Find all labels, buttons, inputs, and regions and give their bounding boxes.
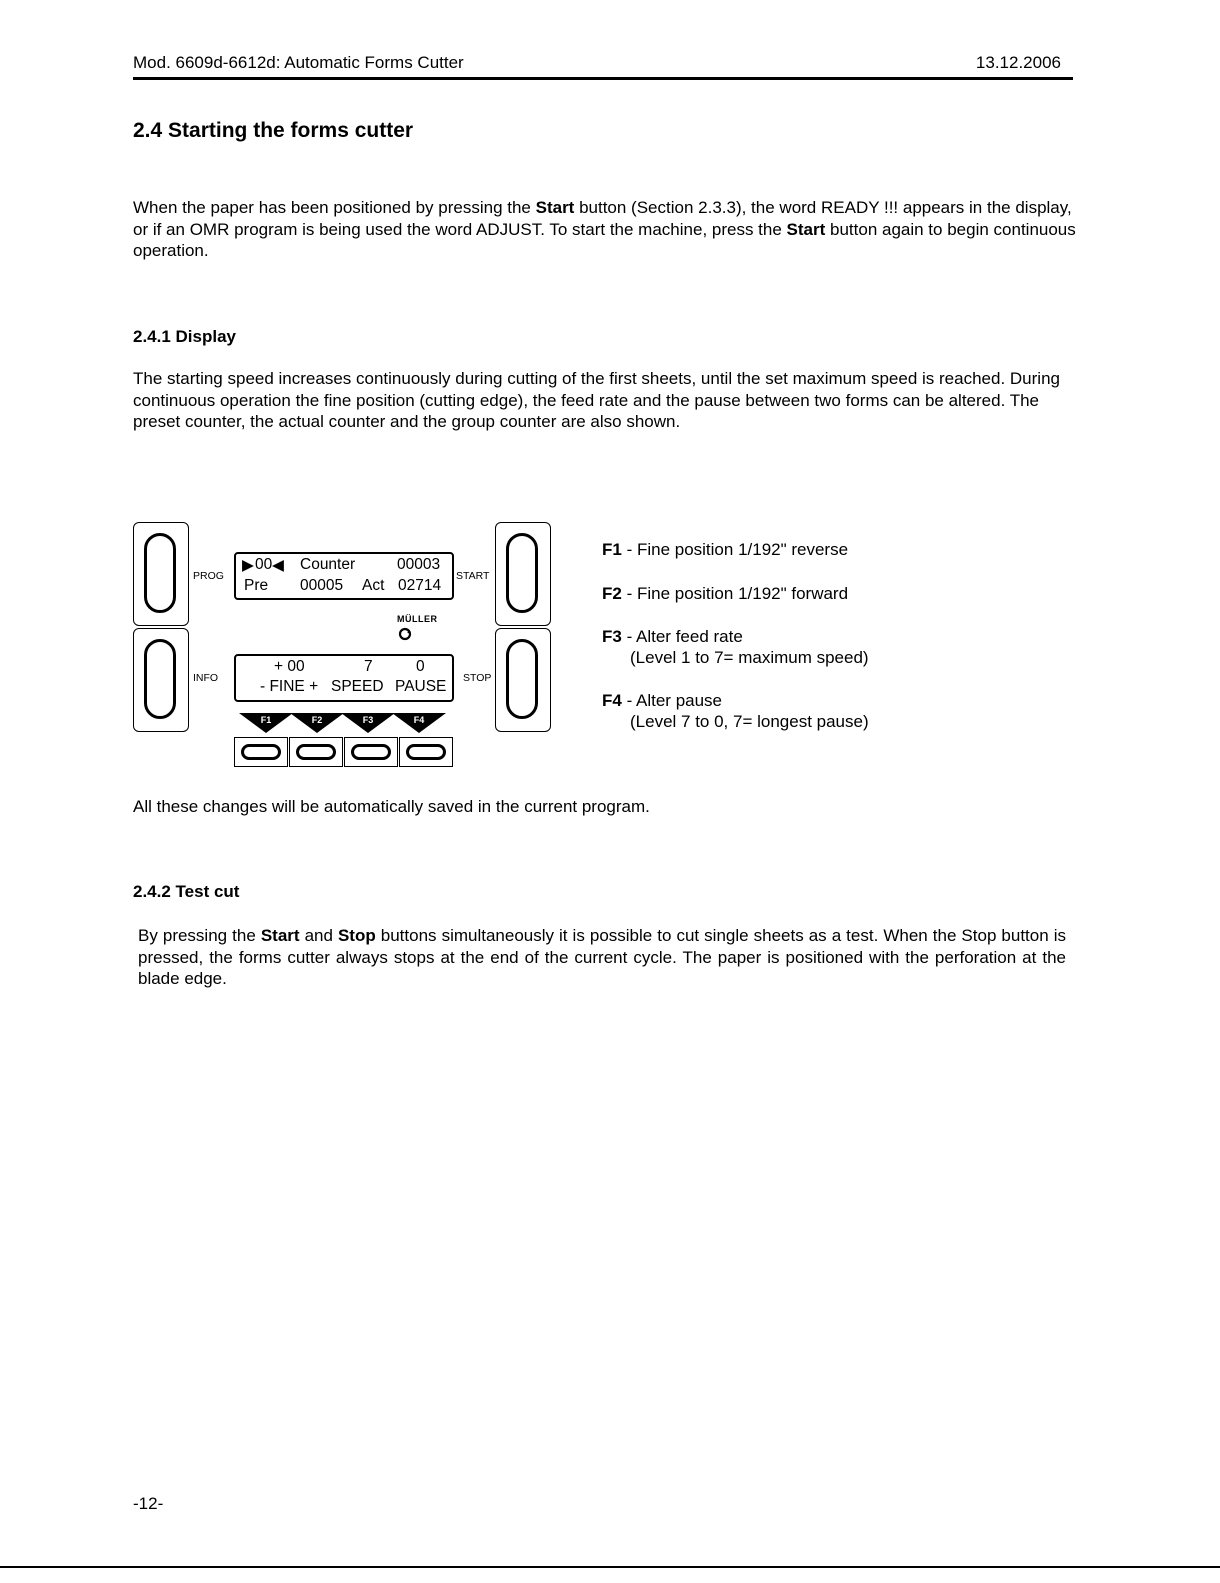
prog-label: PROG — [193, 570, 224, 582]
group-marker-left-icon: ▶ — [242, 557, 254, 574]
f3-button[interactable] — [344, 737, 398, 767]
start-label: START — [456, 570, 490, 582]
fine-label: - FINE + — [260, 678, 319, 695]
control-panel-diagram — [130, 518, 560, 774]
f4-key: F4 — [602, 691, 622, 710]
stop-label: STOP — [463, 672, 492, 684]
intro-start-2: Start — [786, 219, 826, 239]
group-value: 00 — [255, 556, 273, 573]
intro-paragraph — [133, 197, 1078, 262]
brand-logo: MÜLLER — [397, 614, 438, 624]
act-value: 02714 — [398, 577, 442, 594]
f1-button[interactable] — [234, 737, 288, 767]
intro-text-1: When the paper has been positioned by pressing the — [133, 198, 536, 217]
test-text-2: and — [299, 926, 338, 945]
f1-desc: - Fine position 1/192" reverse — [621, 540, 849, 559]
pre-value: 00005 — [300, 577, 344, 594]
intro-text-3: button again to begin continuous operation. — [133, 219, 1076, 260]
pause-label: PAUSE — [395, 678, 447, 695]
test-cut-paragraph — [138, 925, 1066, 990]
speed-label: SPEED — [331, 678, 384, 695]
section-title: 2.4 Starting the forms cutter — [133, 119, 414, 142]
info-label: INFO — [193, 672, 219, 684]
f2-desc: - Fine position 1/192" forward — [621, 584, 849, 603]
f1-description — [602, 539, 848, 560]
test-start: Start — [260, 926, 300, 945]
stop-button[interactable] — [495, 628, 551, 732]
f2-key-label: F2 — [311, 715, 323, 725]
page-header — [133, 53, 1073, 80]
header-date: 13.12.2006 — [975, 53, 1061, 72]
display-paragraph: The starting speed increases continuously during cutting of the first sheets, until the set maximum speed is reached. During continuous operation the fine position (cutting edge), the feed rate and the pause between two forms can be altered. The preset counter, the actual counter and the group counter are also shown. — [133, 369, 1060, 431]
speed-value: 7 — [364, 658, 373, 675]
counter-value: 00003 — [397, 556, 441, 573]
saved-note: All these changes will be automatically saved in the current program. — [133, 797, 650, 816]
f4-key-label: F4 — [413, 715, 425, 725]
pre-label: Pre — [244, 577, 269, 594]
page-number: -12- — [133, 1494, 164, 1513]
group-marker-right-icon: ◀ — [272, 557, 284, 574]
f2-description — [602, 583, 848, 604]
test-text-3: buttons simultaneously it is possible to cut single sheets as a test. When the Stop button is pressed, the forms cutter always stops at the end of the current cycle. The paper is positioned with the perforation at the blade edge. — [138, 926, 1066, 988]
f1-key: F1 — [602, 540, 622, 559]
f3-note: (Level 1 to 7= maximum speed) — [630, 648, 869, 667]
act-label: Act — [362, 577, 385, 594]
header-title: Mod. 6609d-6612d: Automatic Forms Cutter — [133, 53, 464, 72]
f3-description — [602, 626, 869, 668]
intro-start-1: Start — [535, 198, 575, 217]
prog-button[interactable] — [133, 522, 189, 626]
test-text-1: By pressing the — [138, 926, 261, 945]
fine-value: + 00 — [274, 658, 305, 675]
f2-key: F2 — [602, 584, 622, 603]
f3-key: F3 — [602, 627, 622, 646]
lcd-settings-display — [234, 654, 454, 702]
lcd-counter-display — [234, 552, 454, 600]
f3-key-label: F3 — [362, 715, 374, 725]
f2-button[interactable] — [289, 737, 343, 767]
pause-value: 0 — [416, 658, 425, 675]
f4-description — [602, 690, 869, 732]
display-heading: 2.4.1 Display — [133, 327, 237, 346]
test-cut-heading: 2.4.2 Test cut — [133, 882, 240, 901]
f3-desc: - Alter feed rate — [621, 627, 743, 646]
f1-key-label: F1 — [260, 715, 272, 725]
intro-text-2: button (Section 2.3.3), the word READY !!! appears in the display, or if an OMR program is being used the word ADJUST. To start the machine, press the — [133, 198, 1072, 239]
brand-logo-icon — [398, 627, 412, 641]
bottom-divider — [0, 1566, 1220, 1568]
test-stop: Stop — [337, 926, 376, 945]
counter-label: Counter — [300, 556, 356, 573]
f4-button[interactable] — [399, 737, 453, 767]
f4-desc: - Alter pause — [621, 691, 723, 710]
f4-note: (Level 7 to 0, 7= longest pause) — [630, 712, 869, 731]
start-button[interactable] — [495, 522, 551, 626]
info-button[interactable] — [133, 628, 189, 732]
